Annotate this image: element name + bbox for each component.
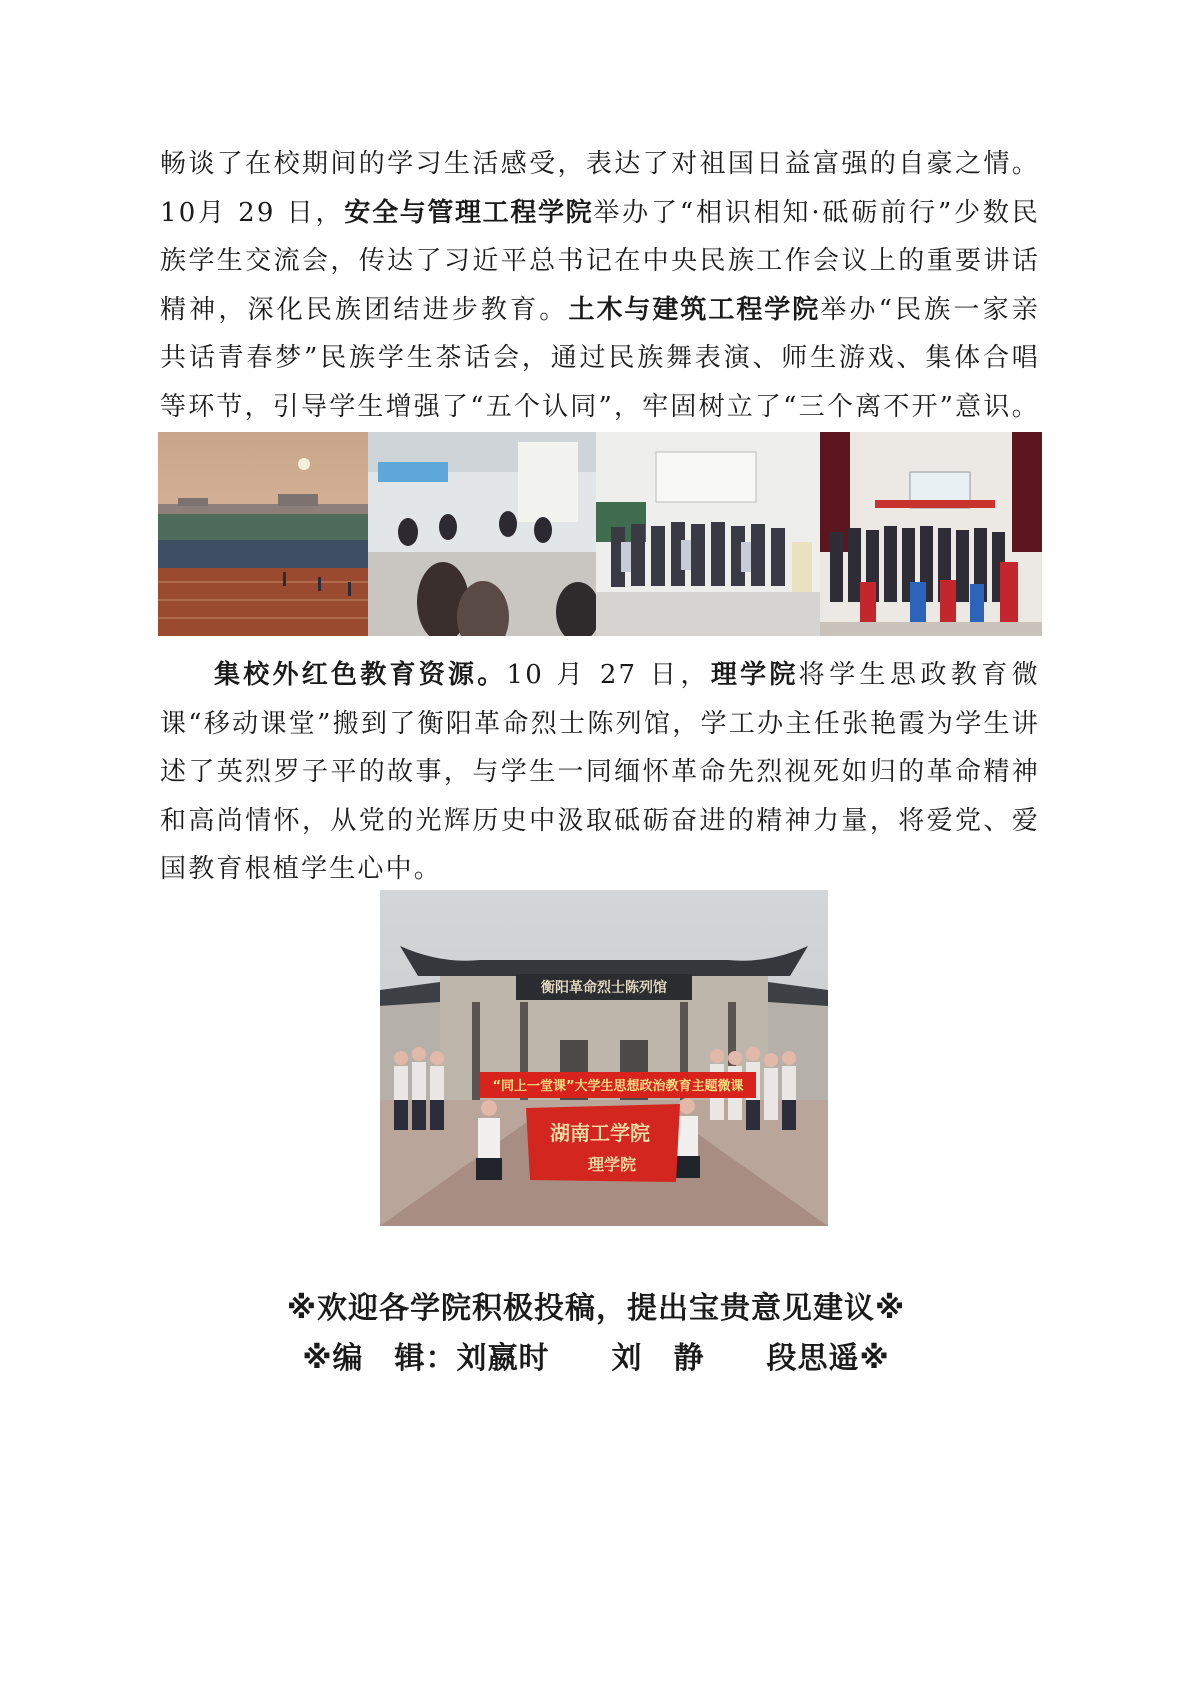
- text: 举办“民族一家亲 共话青春梦”民族学生茶话会，通过民族舞表演、师生游戏、集体合唱等环节，引导学生增强了“五个认同”，牢固树立了“三个离不开”意识。: [160, 294, 1040, 422]
- text: 10 月 27 日，: [506, 660, 711, 690]
- section-heading: 集校外红色教育资源。: [214, 660, 507, 690]
- footer-editors: ※编 辑：刘嬴时 刘 静 段思遥※: [302, 1341, 890, 1376]
- building-sign: 衡阳革命烈士陈列馆: [541, 980, 667, 996]
- flag-school-name: 湖南工学院: [550, 1121, 650, 1145]
- text: 畅谈了在校期间的学习生活感受，表达了对祖国日益富强的自豪之情。10月 29 日，: [160, 149, 1040, 228]
- photo-sports-field: [158, 432, 368, 636]
- paragraph-red-education: [160, 651, 1040, 894]
- college-name-science: 理学院: [710, 660, 799, 690]
- footer-call-for-submissions: ※欢迎各学院积极投稿，提出宝贵意见建议※: [286, 1291, 906, 1326]
- photo-strip: [158, 432, 1042, 636]
- photo-ethnic-costume-group: [820, 432, 1042, 636]
- banner-text: “同上一堂课”大学生思想政治教育主题微课: [492, 1079, 744, 1094]
- photo-group-classroom: [596, 432, 820, 636]
- photo-classroom-meeting: [368, 432, 596, 636]
- text: 将学生思政教育微课“移动课堂”搬到了衡阳革命烈士陈列馆，学工办主任张艳霞为学生讲述了英烈罗子平的故事，与学生一同缅怀革命先烈视死如归的革命精神和高尚情怀，从党的光辉历史中汲取砥砺奋进的精神力量，将爱党、爱国教育根植学生心中。: [160, 660, 1040, 884]
- college-name-safety: 安全与管理工程学院: [344, 197, 594, 228]
- photo-memorial-hall-group: [380, 890, 828, 1226]
- flag-college-name: 理学院: [587, 1155, 637, 1174]
- text: 举办了“相识相知·砥砺前行”少数民族学生交流会，传达了习近平总书记在中央民族工作会议上的重要讲话精神，深化民族团结进步教育。: [160, 197, 1040, 325]
- paragraph-ethnic-events: [160, 140, 1040, 431]
- college-name-civil: 土木与建筑工程学院: [568, 294, 821, 325]
